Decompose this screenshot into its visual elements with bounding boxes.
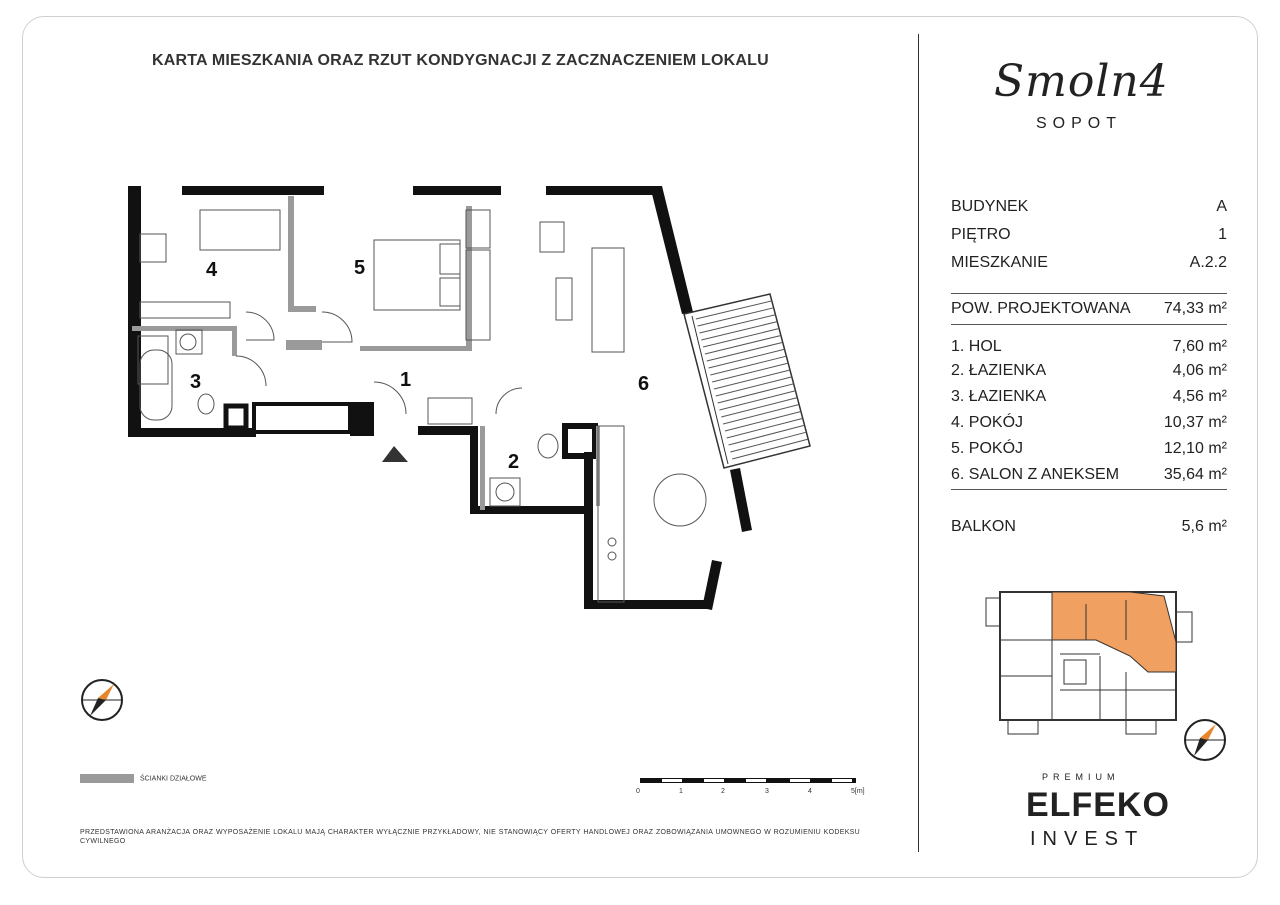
shaft [565, 426, 595, 456]
room-row-4 [951, 414, 1227, 432]
company-subtitle: INVEST [1030, 828, 1145, 850]
apartment-value: A.2.2 [1189, 254, 1227, 271]
scale-tick-4: 4 [808, 788, 812, 795]
scale-tick-2: 2 [721, 788, 725, 795]
logo-city: SOPOT [1036, 115, 1123, 132]
partition-swatch [80, 774, 134, 783]
wall-right-mid [730, 468, 752, 532]
room-number-3: 3 [190, 371, 202, 393]
apartment-row [951, 254, 1227, 272]
wall-left [128, 186, 141, 436]
rule-2 [951, 324, 1227, 325]
room-row-5 [951, 440, 1227, 458]
wall-bottom-mid [418, 426, 478, 435]
area-label: POW. PROJEKTOWANA [951, 300, 1131, 317]
legend-label: ŚCIANKI DZIAŁOWE [140, 775, 207, 783]
room-label-4: 4. POKÓJ [951, 414, 1024, 431]
wall-bottom-salon [590, 600, 708, 609]
room-number-2: 2 [508, 451, 520, 473]
wall-top-3 [546, 186, 658, 195]
balcony [684, 294, 810, 468]
wall-column [350, 402, 374, 436]
room-row-6 [951, 466, 1227, 484]
floor-value: 1 [1218, 226, 1227, 243]
furniture [138, 210, 706, 602]
logo-name: Smoln4 [994, 56, 1169, 107]
room-row-2 [951, 362, 1227, 380]
wall-top-2 [413, 186, 501, 195]
room-number-4: 4 [206, 259, 218, 281]
area-value: 74,33 m² [1163, 300, 1227, 317]
wall-kitchen-left [584, 452, 593, 609]
room-row-3 [951, 388, 1227, 406]
room-label-5: 5. POKÓJ [951, 440, 1024, 457]
building-label: BUDYNEK [951, 198, 1029, 215]
scale-tick-3: 3 [765, 788, 769, 795]
room-label-2: 2. ŁAZIENKA [951, 362, 1047, 379]
room-number-1: 1 [400, 369, 412, 391]
room-number-6: 6 [638, 373, 650, 395]
balcony-row [951, 518, 1227, 536]
room-row-1 [951, 338, 1227, 356]
disclaimer: PRZEDSTAWIONA ARANŻACJA ORAZ WYPOSAŻENIE LOKALU MAJĄ CHARAKTER WYŁĄCZNIE PRZYKŁADOWY, NIE STANOWIĄCY OFERTY HANDLOWEJ ORAZ ZOBOWIĄZANIA UMOWNEGO W ROZUMIENIU KODEKSU CYWILNEGO [80, 829, 860, 845]
rule-3 [951, 489, 1227, 490]
building-value: A [1216, 198, 1227, 215]
balcony-label: BALKON [951, 518, 1016, 535]
room-label-6: 6. SALON Z ANEKSEM [951, 466, 1120, 483]
room-area-4: 10,37 m² [1163, 414, 1227, 431]
compass-icon-right [1185, 720, 1225, 760]
document-title: KARTA MIESZKANIA ORAZ RZUT KONDYGNACJI Z ZACZNACZENIEM LOKALU [152, 52, 769, 69]
room-area-5: 12,10 m² [1163, 440, 1227, 457]
compass-icon [82, 680, 122, 720]
room-area-2: 4,06 m² [1172, 362, 1227, 379]
scale-tick-5: 5[m] [851, 788, 865, 795]
scale-tick-0: 0 [636, 788, 640, 795]
building-row [951, 198, 1227, 216]
scale-bar [636, 778, 865, 795]
room-label-1: 1. HOL [951, 338, 1002, 355]
wall-bath2-bottom [472, 506, 590, 514]
room-number-5: 5 [354, 257, 366, 279]
room-area-6: 35,64 m² [1163, 466, 1227, 483]
entrance-arrow [382, 446, 408, 462]
rule-1 [951, 293, 1227, 294]
wall-top-1 [182, 186, 324, 195]
company-name: ELFEKO [1026, 786, 1170, 824]
balcony-value: 5,6 m² [1181, 518, 1227, 535]
room-area-3: 4,56 m² [1172, 388, 1227, 405]
room-area-1: 7,60 m² [1172, 338, 1227, 355]
apartment-label: MIESZKANIE [951, 254, 1048, 271]
legend [80, 774, 207, 783]
wall-bath2-left [470, 428, 478, 514]
key-plan [986, 592, 1192, 734]
scale-tick-1: 1 [679, 788, 683, 795]
room-label-3: 3. ŁAZIENKA [951, 388, 1047, 405]
company-premium: PREMIUM [1042, 772, 1120, 782]
area-row [951, 300, 1227, 318]
wardrobe-corridor [254, 404, 350, 432]
wall-right-upper [650, 186, 693, 314]
floor-row [951, 226, 1227, 244]
floor-label: PIĘTRO [951, 226, 1011, 243]
